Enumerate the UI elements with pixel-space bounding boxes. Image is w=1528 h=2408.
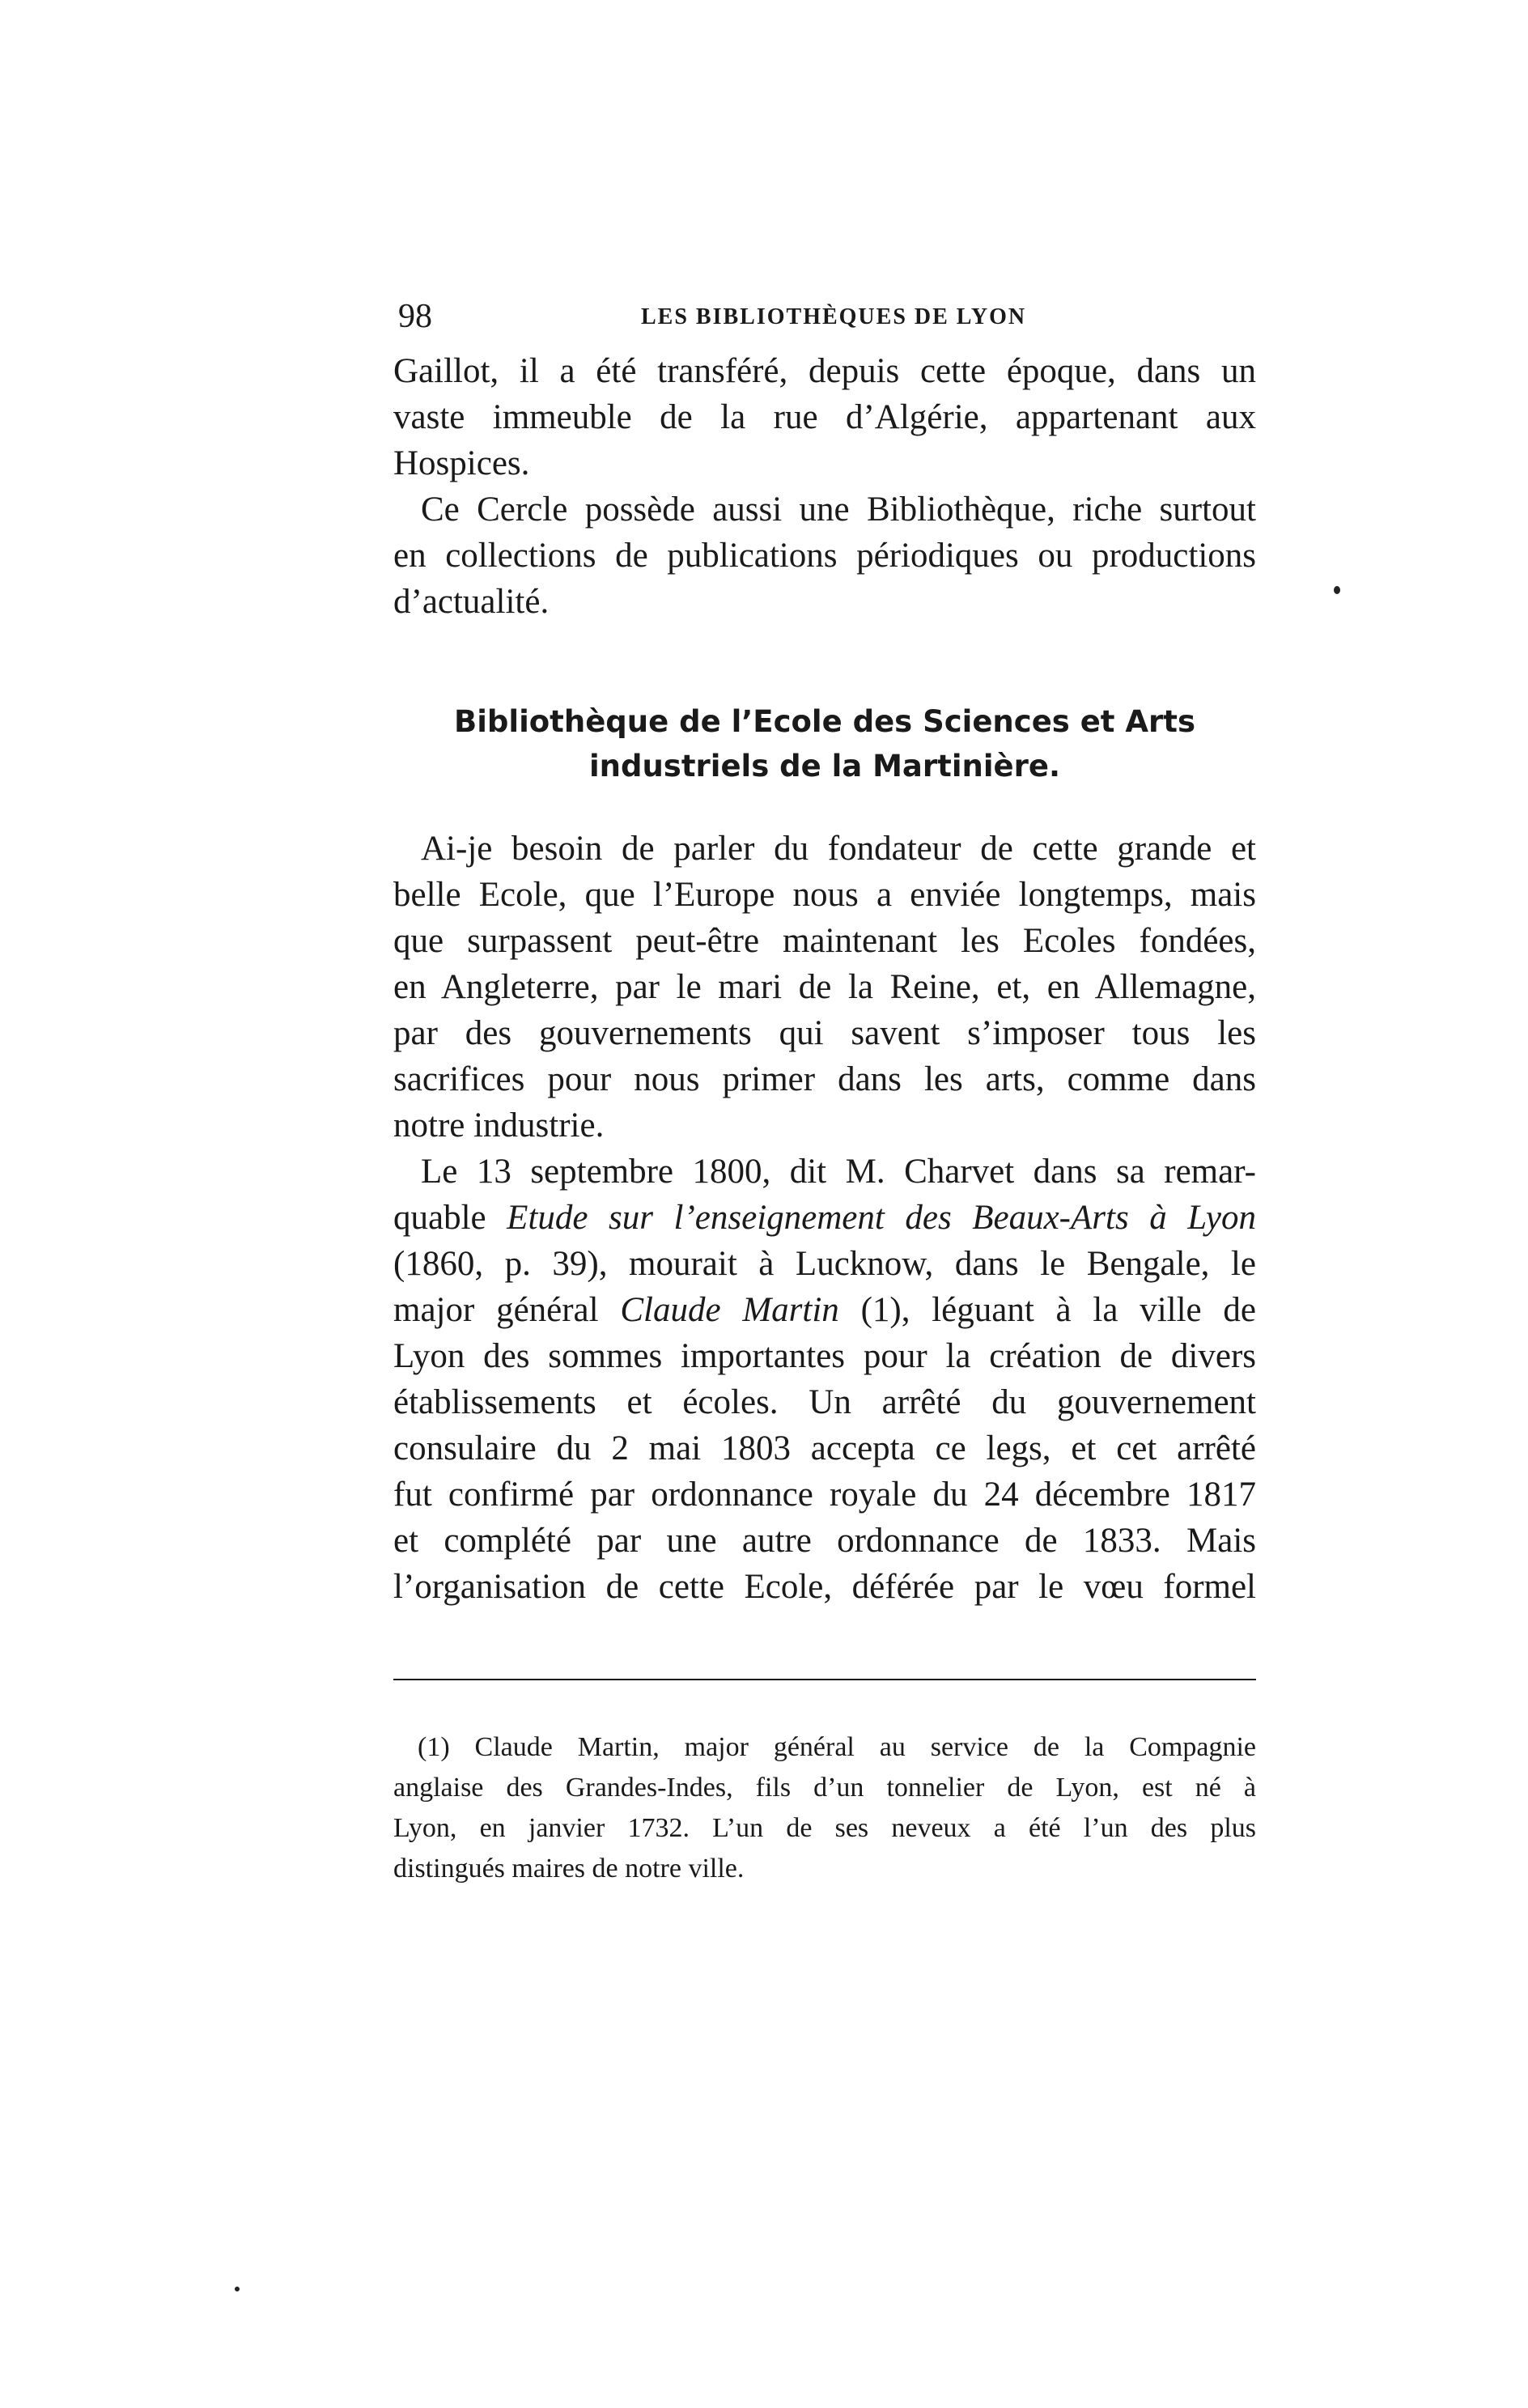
book-title: Etude sur l’enseignement des Beaux-Arts à Lyon [507, 1199, 1256, 1237]
ink-speck [235, 2287, 240, 2291]
text-line: par des gouvernements qui savent s’imposer tous les [393, 1014, 1256, 1052]
text-line: notre industrie. [393, 1106, 605, 1145]
text-line: Le 13 septembre 1800, dit M. Charvet dans sa remar- [421, 1153, 1256, 1191]
section-heading [393, 699, 1256, 788]
paragraph-4 [393, 1149, 1256, 1610]
footnote-line: distingués maires de notre ville. [393, 1854, 745, 1884]
footnote-line: anglaise des Grandes-Indes, fils d’un tonnelier de Lyon, est né à [393, 1773, 1256, 1803]
text-line: belle Ecole, que l’Europe nous a enviée longtemps, mais [393, 876, 1256, 914]
text-run: (1), léguant à la ville de [838, 1291, 1256, 1329]
footnote-divider [393, 1679, 1256, 1680]
paragraph-1 [393, 348, 1256, 486]
text-line: Gaillot, il a été transféré, depuis cette époque, dans un [393, 352, 1256, 390]
text-line: sacrifices pour nous primer dans les arts, comme dans [393, 1060, 1256, 1098]
text-line: vaste immeuble de la rue d’Algérie, appartenant aux [393, 398, 1256, 436]
running-title: LES BIBLIOTHÈQUES DE LYON [641, 304, 1027, 329]
text-run: major général [393, 1291, 621, 1329]
text-line: consulaire du 2 mai 1803 accepta ce legs, et cet arrêté [393, 1429, 1256, 1467]
text-line [393, 1287, 1256, 1333]
text-run: quable [393, 1199, 507, 1237]
text-line: établissements et écoles. Un arrêté du gouvernement [393, 1383, 1256, 1421]
text-line: en collections de publications périodiques ou productions [393, 537, 1256, 575]
page-number: 98 [398, 298, 432, 335]
text-line [393, 1195, 1256, 1241]
text-line: que surpassent peut-être maintenant les Ecoles fondées, [393, 922, 1256, 960]
person-name: Claude Martin [620, 1291, 839, 1329]
section-heading-line-2: industriels de la Martinière. [588, 749, 1061, 784]
text-line: l’organisation de cette Ecole, déférée par le vœu formel [393, 1568, 1256, 1606]
text-line: Ai-je besoin de parler du fondateur de cette grande et [421, 830, 1256, 868]
footnote-line: (1) Claude Martin, major général au service de la Compagnie [418, 1732, 1256, 1762]
text-line: en Angleterre, par le mari de la Reine, et, en Allemagne, [393, 968, 1256, 1006]
paragraph-2 [393, 486, 1256, 625]
text-line: d’actualité. [393, 583, 550, 621]
ink-speck [1334, 586, 1340, 594]
text-line: Lyon des sommes importantes pour la création de divers [393, 1337, 1256, 1375]
text-line: Ce Cercle possède aussi une Bibliothèque, riche surtout [421, 491, 1256, 529]
footnote [393, 1727, 1256, 1889]
footnote-line: Lyon, en janvier 1732. L’un de ses neveux a été l’un des plus [393, 1813, 1256, 1843]
text-line: et complété par une autre ordonnance de 1833. Mais [393, 1522, 1256, 1560]
paragraph-3 [393, 826, 1256, 1149]
text-line: fut confirmé par ordonnance royale du 24 décembre 1817 [393, 1476, 1256, 1514]
text-line: Hospices. [393, 444, 530, 482]
section-heading-line-1: Bibliothèque de l’Ecole des Sciences et Arts [454, 704, 1195, 739]
text-line: (1860, p. 39), mourait à Lucknow, dans le Bengale, le [393, 1245, 1256, 1283]
